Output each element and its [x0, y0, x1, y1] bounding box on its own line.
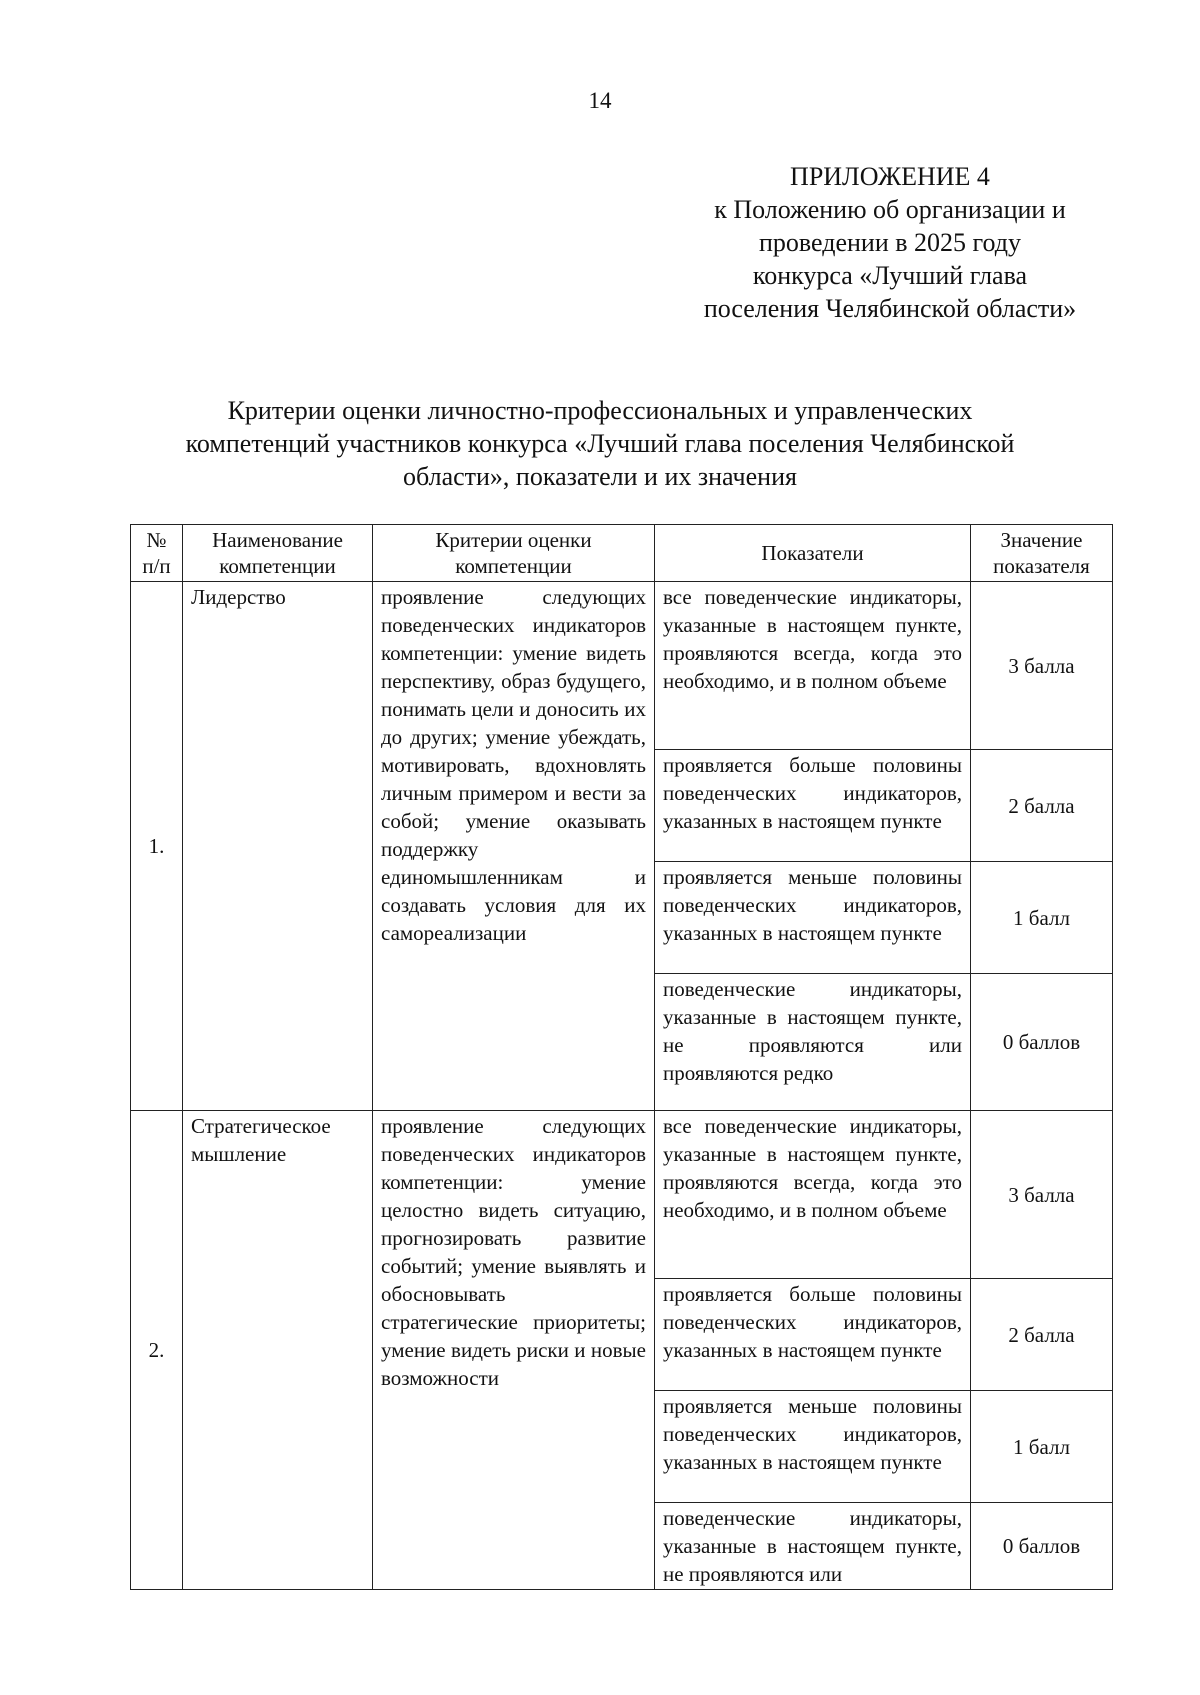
- indicator-text: все поведенческие индикаторы, указанные в настоящем пункте, проявляются всегда, когда это необходимо, и в полном объеме: [655, 1111, 971, 1279]
- document-title: [80, 394, 1120, 493]
- competence-name: Лидерство: [183, 582, 373, 1111]
- title-line: компетенций участников конкурса «Лучший глава поселения Челябинской: [185, 429, 1015, 458]
- competence-name: Стратегическое мышление: [183, 1111, 373, 1590]
- appendix-line: конкурса «Лучший глава: [752, 261, 1028, 290]
- indicator-text: поведенческие индикаторы, указанные в настоящем пункте, не проявляются или: [655, 1503, 971, 1590]
- indicator-value: 2 балла: [971, 750, 1113, 862]
- page-number: 14: [588, 88, 612, 113]
- indicator-value: 0 баллов: [971, 974, 1113, 1111]
- row-num: 2.: [131, 1111, 183, 1590]
- indicator-text: поведенческие индикаторы, указанные в настоящем пункте, не проявляются или проявляются редко: [655, 974, 971, 1111]
- indicator-value: 0 баллов: [971, 1503, 1113, 1590]
- table-row: [131, 582, 1113, 750]
- indicator-value: 3 балла: [971, 582, 1113, 750]
- appendix-line: ПРИЛОЖЕНИЕ 4: [790, 162, 990, 191]
- indicator-text: проявляется меньше половины поведенческих индикаторов, указанных в настоящем пункте: [655, 862, 971, 974]
- indicator-text: проявляется больше половины поведенческих индикаторов, указанных в настоящем пункте: [655, 750, 971, 862]
- indicator-value: 3 балла: [971, 1111, 1113, 1279]
- header-indicators: Показатели: [655, 525, 971, 582]
- header-criteria: Критерии оценки компетенции: [373, 525, 655, 582]
- title-line: области», показатели и их значения: [403, 462, 797, 491]
- indicator-value: 2 балла: [971, 1279, 1113, 1391]
- indicator-value: 1 балл: [971, 1391, 1113, 1503]
- indicator-text: все поведенческие индикаторы, указанные в настоящем пункте, проявляются всегда, когда это необходимо, и в полном объеме: [655, 582, 971, 750]
- indicator-text: проявляется больше половины поведенческих индикаторов, указанных в настоящем пункте: [655, 1279, 971, 1391]
- competence-criteria: проявление следующих поведенческих индикаторов компетенции: умение видеть перспективу, образ будущего, понимать цели и доносить их до других; умение убеждать, мотивировать, вдохновлять личным примером и вести за собой; умение оказывать поддержку единомышленникам и создавать условия для их самореализации: [373, 582, 655, 1111]
- appendix-line: поселения Челябинской области»: [703, 294, 1077, 323]
- appendix-line: проведении в 2025 году: [758, 228, 1022, 257]
- appendix-line: к Положению об организации и: [714, 195, 1066, 224]
- appendix-header: [660, 160, 1120, 325]
- table-row: [131, 1111, 1113, 1279]
- header-value: Значение показателя: [971, 525, 1113, 582]
- criteria-table: [130, 524, 1113, 1590]
- indicator-value: 1 балл: [971, 862, 1113, 974]
- header-competence: Наименование компетенции: [183, 525, 373, 582]
- header-num: № п/п: [131, 525, 183, 582]
- title-line: Критерии оценки личностно-профессиональных и управленческих: [227, 396, 973, 425]
- table-header-row: [131, 525, 1113, 582]
- row-num: 1.: [131, 582, 183, 1111]
- indicator-text: проявляется меньше половины поведенческих индикаторов, указанных в настоящем пункте: [655, 1391, 971, 1503]
- competence-criteria: проявление следующих поведенческих индикаторов компетенции: умение целостно видеть ситуацию, прогнозировать развитие событий; умение выявлять и обосновывать стратегические приоритеты; умение видеть риски и новые возможности: [373, 1111, 655, 1590]
